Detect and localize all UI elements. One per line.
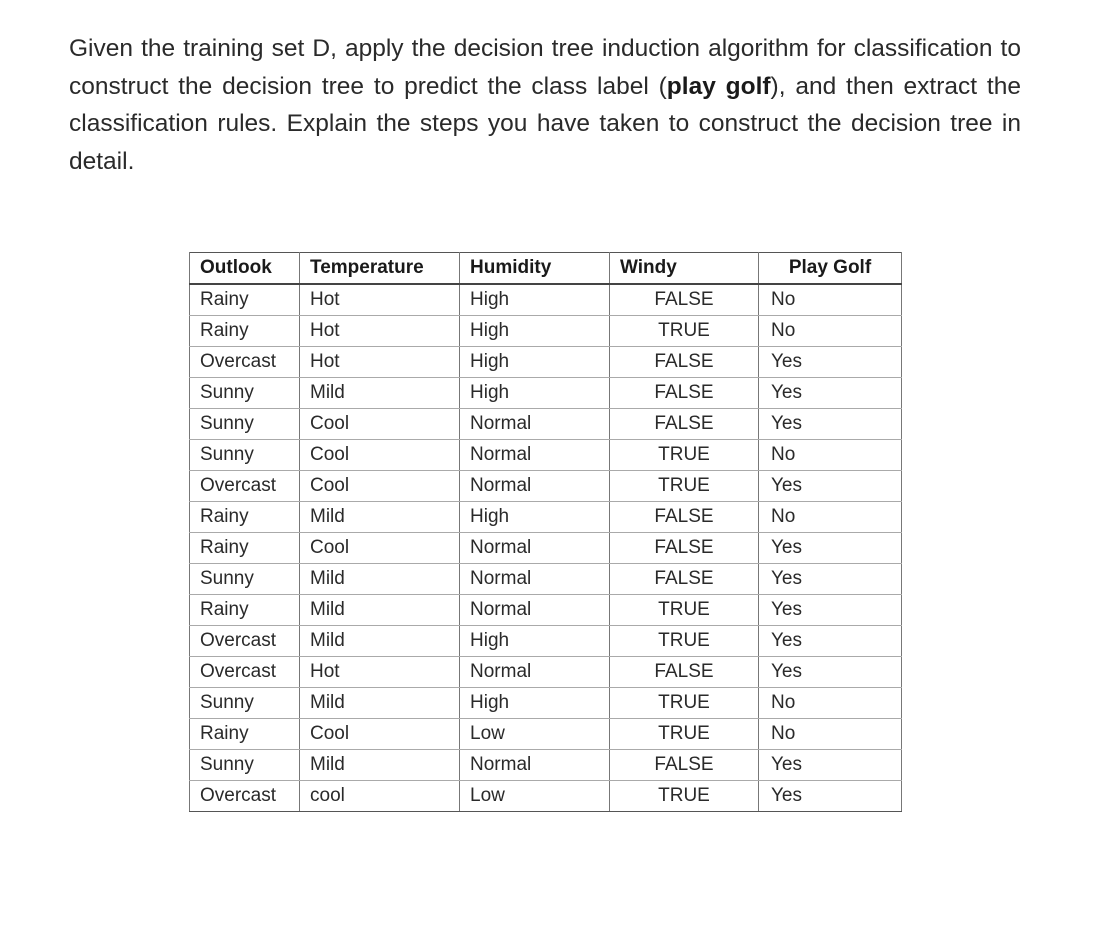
table-row xyxy=(190,688,902,719)
cell-windy: FALSE xyxy=(610,533,759,564)
header-temperature: Temperature xyxy=(300,253,460,285)
cell-outlook: Sunny xyxy=(190,564,300,595)
cell-outlook: Sunny xyxy=(190,688,300,719)
cell-temperature: Hot xyxy=(300,347,460,378)
cell-play-golf: Yes xyxy=(759,533,902,564)
cell-temperature: Hot xyxy=(300,284,460,316)
table-row xyxy=(190,781,902,812)
cell-temperature: Hot xyxy=(300,657,460,688)
cell-windy: FALSE xyxy=(610,284,759,316)
table-row xyxy=(190,564,902,595)
cell-outlook: Rainy xyxy=(190,284,300,316)
cell-temperature: Cool xyxy=(300,471,460,502)
cell-windy: TRUE xyxy=(610,316,759,347)
question-bold-label: play golf xyxy=(666,72,771,100)
cell-temperature: cool xyxy=(300,781,460,812)
table-row xyxy=(190,595,902,626)
cell-outlook: Overcast xyxy=(190,781,300,812)
cell-play-golf: No xyxy=(759,316,902,347)
table-row xyxy=(190,626,902,657)
cell-play-golf: Yes xyxy=(759,750,902,781)
cell-humidity: Normal xyxy=(460,595,610,626)
table-row xyxy=(190,316,902,347)
cell-play-golf: Yes xyxy=(759,564,902,595)
cell-windy: FALSE xyxy=(610,657,759,688)
cell-temperature: Cool xyxy=(300,533,460,564)
training-set-table-container xyxy=(189,252,902,812)
table-row xyxy=(190,409,902,440)
cell-play-golf: Yes xyxy=(759,626,902,657)
cell-temperature: Cool xyxy=(300,440,460,471)
cell-windy: FALSE xyxy=(610,502,759,533)
cell-humidity: Normal xyxy=(460,471,610,502)
cell-temperature: Mild xyxy=(300,564,460,595)
header-outlook: Outlook xyxy=(190,253,300,285)
table-row xyxy=(190,533,902,564)
cell-humidity: Normal xyxy=(460,657,610,688)
cell-temperature: Mild xyxy=(300,688,460,719)
cell-play-golf: No xyxy=(759,284,902,316)
table-row xyxy=(190,378,902,409)
question-text xyxy=(69,30,1021,180)
cell-humidity: Normal xyxy=(460,533,610,564)
cell-humidity: High xyxy=(460,284,610,316)
cell-outlook: Overcast xyxy=(190,626,300,657)
cell-outlook: Overcast xyxy=(190,657,300,688)
cell-humidity: Low xyxy=(460,781,610,812)
cell-play-golf: Yes xyxy=(759,781,902,812)
cell-windy: TRUE xyxy=(610,688,759,719)
table-row xyxy=(190,750,902,781)
table-row xyxy=(190,347,902,378)
cell-outlook: Rainy xyxy=(190,533,300,564)
cell-play-golf: No xyxy=(759,502,902,533)
cell-windy: FALSE xyxy=(610,347,759,378)
cell-windy: FALSE xyxy=(610,750,759,781)
question-part-1: Given the training set D, apply the decision tree induction algorithm for classification to construct the decision tree to predict the class label ( xyxy=(69,35,1021,100)
cell-humidity: High xyxy=(460,378,610,409)
cell-play-golf: Yes xyxy=(759,595,902,626)
cell-windy: FALSE xyxy=(610,378,759,409)
cell-humidity: Normal xyxy=(460,564,610,595)
cell-windy: TRUE xyxy=(610,595,759,626)
training-set-table xyxy=(189,252,902,812)
cell-humidity: Normal xyxy=(460,409,610,440)
cell-temperature: Mild xyxy=(300,626,460,657)
cell-outlook: Rainy xyxy=(190,316,300,347)
header-windy: Windy xyxy=(610,253,759,285)
cell-play-golf: Yes xyxy=(759,657,902,688)
cell-outlook: Sunny xyxy=(190,440,300,471)
cell-play-golf: No xyxy=(759,719,902,750)
cell-temperature: Cool xyxy=(300,409,460,440)
cell-windy: FALSE xyxy=(610,409,759,440)
cell-temperature: Mild xyxy=(300,378,460,409)
question-part-2: ), and then extract the classification rules. Explain the steps you have taken to construct the decision tree in detail. xyxy=(69,72,1021,175)
cell-play-golf: No xyxy=(759,440,902,471)
cell-humidity: High xyxy=(460,502,610,533)
cell-humidity: Normal xyxy=(460,750,610,781)
table-row xyxy=(190,471,902,502)
cell-temperature: Cool xyxy=(300,719,460,750)
cell-humidity: High xyxy=(460,347,610,378)
table-row xyxy=(190,719,902,750)
cell-outlook: Sunny xyxy=(190,409,300,440)
table-row xyxy=(190,657,902,688)
header-humidity: Humidity xyxy=(460,253,610,285)
cell-outlook: Sunny xyxy=(190,378,300,409)
cell-windy: TRUE xyxy=(610,781,759,812)
cell-temperature: Mild xyxy=(300,750,460,781)
cell-temperature: Mild xyxy=(300,502,460,533)
cell-play-golf: Yes xyxy=(759,409,902,440)
cell-humidity: High xyxy=(460,688,610,719)
table-row xyxy=(190,440,902,471)
cell-temperature: Mild xyxy=(300,595,460,626)
cell-humidity: Normal xyxy=(460,440,610,471)
cell-temperature: Hot xyxy=(300,316,460,347)
cell-humidity: High xyxy=(460,626,610,657)
cell-play-golf: Yes xyxy=(759,378,902,409)
cell-windy: TRUE xyxy=(610,719,759,750)
cell-outlook: Rainy xyxy=(190,502,300,533)
cell-outlook: Rainy xyxy=(190,719,300,750)
cell-windy: FALSE xyxy=(610,564,759,595)
table-body xyxy=(190,284,902,812)
table-header-row xyxy=(190,253,902,285)
cell-windy: TRUE xyxy=(610,440,759,471)
cell-outlook: Overcast xyxy=(190,471,300,502)
cell-outlook: Sunny xyxy=(190,750,300,781)
cell-play-golf: Yes xyxy=(759,471,902,502)
table-row xyxy=(190,502,902,533)
cell-outlook: Overcast xyxy=(190,347,300,378)
cell-play-golf: Yes xyxy=(759,347,902,378)
cell-windy: TRUE xyxy=(610,626,759,657)
header-play-golf: Play Golf xyxy=(759,253,902,285)
cell-humidity: High xyxy=(460,316,610,347)
cell-outlook: Rainy xyxy=(190,595,300,626)
cell-windy: TRUE xyxy=(610,471,759,502)
cell-humidity: Low xyxy=(460,719,610,750)
cell-play-golf: No xyxy=(759,688,902,719)
table-row xyxy=(190,284,902,316)
